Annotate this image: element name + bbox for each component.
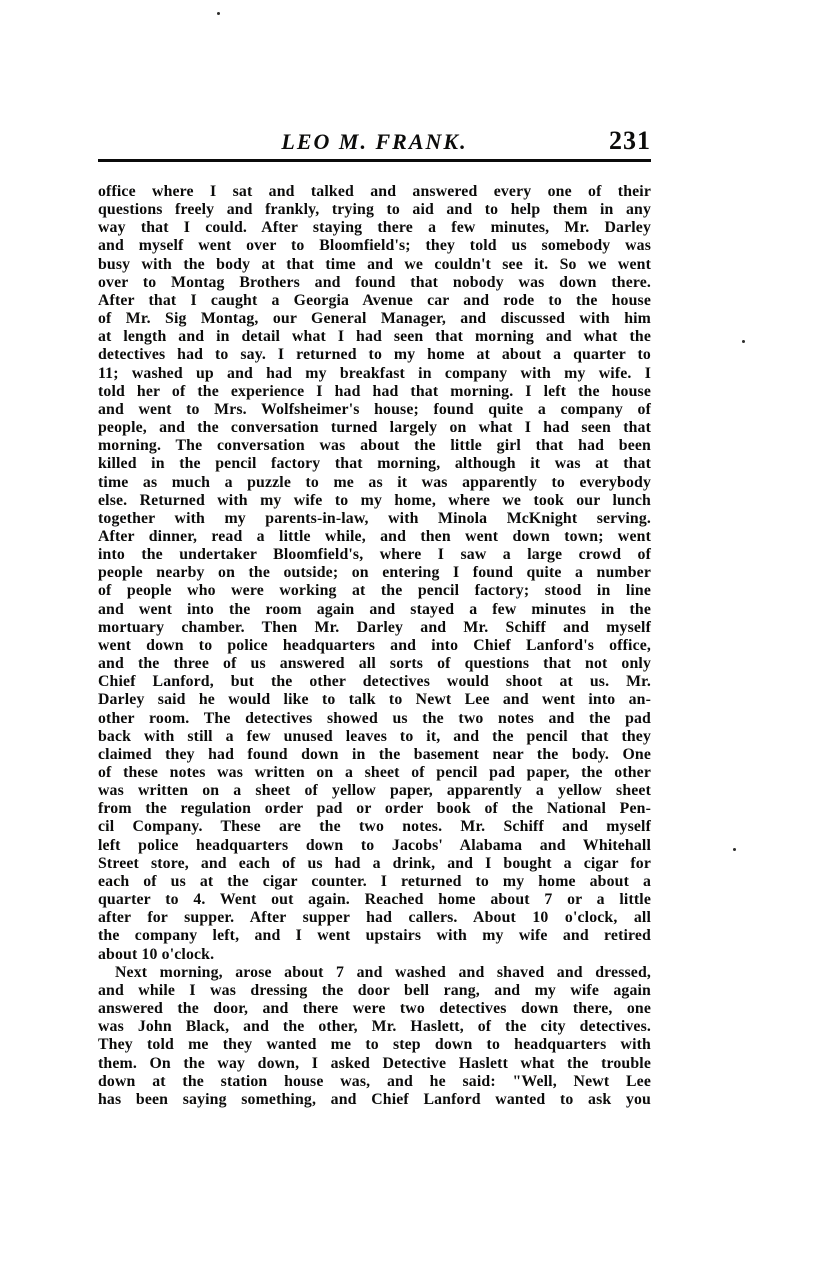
text-line: office where I sat and talked and answered every one of their	[98, 183, 651, 200]
text-line: Darley said he would like to talk to Newt Lee and went into an-	[98, 691, 651, 709]
text-line: of Mr. Sig Montag, our General Manager, and discussed with him	[98, 310, 651, 328]
header-rule	[98, 159, 651, 162]
ink-speck	[733, 848, 736, 851]
text-line: After dinner, read a little while, and then went down town; went	[98, 527, 651, 545]
text-line: and went into the room again and stayed a few minutes in the	[98, 600, 651, 618]
text-line: else. Returned with my wife to my home, where we took our lunch	[98, 491, 651, 509]
text-line: told her of the experience I had had that morning. I left the house	[98, 382, 651, 400]
ink-speck	[742, 340, 745, 343]
running-title: LEO M. FRANK.	[281, 129, 468, 154]
text-line: and went to Mrs. Wolfsheimer's house; found quite a company of	[98, 400, 651, 418]
text-line: They told me they wanted me to step down to headquarters with	[98, 1036, 651, 1054]
text-line: answered the door, and there were two detectives down there, one	[98, 1000, 651, 1018]
text-line: time as much a puzzle to me as it was apparently to everybody	[98, 473, 651, 491]
text-line: Street store, and each of us had a drink, and I bought a cigar for	[98, 854, 651, 872]
text-line: morning. The conversation was about the little girl that had been	[98, 437, 651, 455]
text-line: other room. The detectives showed us the two notes and the pad	[98, 709, 651, 727]
text-line: killed in the pencil factory that morning, although it was at that	[98, 455, 651, 473]
text-line: back with still a few unused leaves to it, and the pencil that they	[98, 727, 651, 745]
text-line: the company left, and I went upstairs with my wife and retired	[98, 927, 651, 945]
text-line: cil Company. These are the two notes. Mr. Schiff and myself	[98, 818, 651, 836]
text-line: people nearby on the outside; on entering I found quite a number	[98, 564, 651, 582]
text-line: busy with the body at that time and we couldn't see it. So we went	[98, 255, 651, 273]
text-line: mortuary chamber. Then Mr. Darley and Mr. Schiff and myself	[98, 618, 651, 636]
page-number: 231	[609, 126, 651, 155]
text-line: of people who were working at the pencil factory; stood in line	[98, 582, 651, 600]
text-line: down at the station house was, and he said: "Well, Newt Lee	[98, 1072, 651, 1090]
text-line: 11; washed up and had my breakfast in company with my wife. I	[98, 364, 651, 382]
ink-speck	[217, 12, 220, 15]
text-line: of these notes was written on a sheet of pencil pad paper, the other	[98, 764, 651, 781]
text-line: was John Black, and the other, Mr. Haslett, of the city detectives.	[98, 1018, 651, 1036]
text-line: and while I was dressing the door bell rang, and my wife again	[98, 981, 651, 999]
text-line: into the undertaker Bloomfield's, where I saw a large crowd of	[98, 546, 651, 564]
text-line: over to Montag Brothers and found that nobody was down there.	[98, 273, 651, 291]
page-header	[98, 126, 651, 160]
text-line: Chief Lanford, but the other detectives would shoot at us. Mr.	[98, 673, 651, 691]
text-line: people, and the conversation turned largely on what I had seen that	[98, 419, 651, 437]
text-line: left police headquarters down to Jacobs' Alabama and Whitehall	[98, 836, 651, 854]
text-line: way that I could. After staying there a few minutes, Mr. Darley	[98, 219, 651, 237]
text-line: was written on a sheet of yellow paper, apparently a yellow sheet	[98, 782, 651, 800]
text-line: Next morning, arose about 7 and washed and shaved and dressed,	[115, 963, 651, 981]
text-line: claimed they had found down in the basement near the body. One	[98, 745, 651, 763]
text-line: after for supper. After supper had callers. About 10 o'clock, all	[98, 909, 651, 927]
text-line: questions freely and frankly, trying to aid and to help them in any	[98, 201, 651, 219]
text-line: and the three of us answered all sorts of questions that not only	[98, 655, 651, 673]
text-line: After that I caught a Georgia Avenue car and rode to the house	[98, 291, 651, 309]
body-text	[98, 183, 651, 1109]
text-line: each of us at the cigar counter. I returned to my home about a	[98, 872, 651, 890]
text-line: at length and in detail what I had seen that morning and what the	[98, 328, 651, 346]
text-line: went down to police headquarters and into Chief Lanford's office,	[98, 636, 651, 654]
text-line: together with my parents-in-law, with Minola McKnight serving.	[98, 509, 651, 527]
text-line: them. On the way down, I asked Detective Haslett what the trouble	[98, 1054, 651, 1072]
text-line: about 10 o'clock.	[98, 945, 215, 963]
text-line: detectives had to say. I returned to my home at about a quarter to	[98, 346, 651, 364]
text-line: has been saying something, and Chief Lanford wanted to ask you	[98, 1090, 651, 1108]
text-line: quarter to 4. Went out again. Reached home about 7 or a little	[98, 891, 651, 909]
text-line: from the regulation order pad or order book of the National Pen-	[98, 800, 651, 818]
text-line: and myself went over to Bloomfield's; they told us somebody was	[98, 237, 651, 255]
